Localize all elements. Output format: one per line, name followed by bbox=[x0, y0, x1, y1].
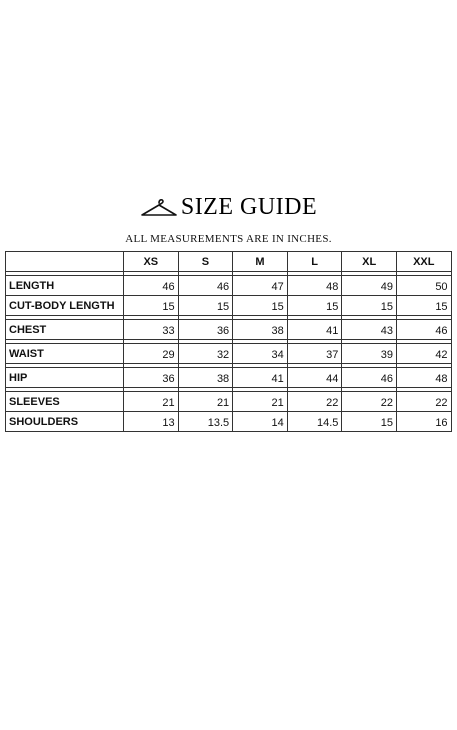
page-title: SIZE GUIDE bbox=[180, 194, 318, 220]
cell-value: 41 bbox=[233, 368, 288, 388]
cell-value: 15 bbox=[287, 296, 342, 316]
table-row bbox=[6, 296, 452, 316]
cell-value: 49 bbox=[342, 276, 397, 296]
cell-value: 22 bbox=[396, 392, 451, 412]
header-cell-xxl: XXL bbox=[396, 252, 451, 272]
table-row bbox=[6, 344, 452, 364]
cell-value: 32 bbox=[178, 344, 233, 364]
cell-value: 21 bbox=[233, 392, 288, 412]
cell-value: 22 bbox=[342, 392, 397, 412]
cell-value: 15 bbox=[124, 296, 179, 316]
row-label: SLEEVES bbox=[6, 392, 124, 412]
cell-value: 22 bbox=[287, 392, 342, 412]
row-label: WAIST bbox=[6, 344, 124, 364]
cell-value: 21 bbox=[178, 392, 233, 412]
table-row bbox=[6, 368, 452, 388]
cell-value: 33 bbox=[124, 320, 179, 340]
cell-value: 41 bbox=[287, 320, 342, 340]
cell-value: 13 bbox=[124, 412, 179, 432]
cell-value: 39 bbox=[342, 344, 397, 364]
cell-value: 15 bbox=[342, 412, 397, 432]
cell-value: 37 bbox=[287, 344, 342, 364]
header-cell-m: M bbox=[233, 252, 288, 272]
table-row bbox=[6, 392, 452, 412]
cell-value: 48 bbox=[396, 368, 451, 388]
table-row bbox=[6, 320, 452, 340]
header-cell-xl: XL bbox=[342, 252, 397, 272]
header-cell-xs: XS bbox=[124, 252, 179, 272]
cell-value: 38 bbox=[178, 368, 233, 388]
cell-value: 36 bbox=[124, 368, 179, 388]
table-row bbox=[6, 276, 452, 296]
cell-value: 36 bbox=[178, 320, 233, 340]
cell-value: 15 bbox=[233, 296, 288, 316]
header-cell bbox=[6, 252, 124, 272]
cell-value: 34 bbox=[233, 344, 288, 364]
cell-value: 42 bbox=[396, 344, 451, 364]
hanger-icon bbox=[140, 196, 178, 220]
cell-value: 47 bbox=[233, 276, 288, 296]
row-label: HIP bbox=[6, 368, 124, 388]
row-label: CHEST bbox=[6, 320, 124, 340]
header-row bbox=[6, 252, 452, 272]
row-label: LENGTH bbox=[6, 276, 124, 296]
cell-value: 15 bbox=[178, 296, 233, 316]
row-label: CUT-BODY LENGTH bbox=[6, 296, 124, 316]
cell-value: 21 bbox=[124, 392, 179, 412]
cell-value: 46 bbox=[124, 276, 179, 296]
cell-value: 15 bbox=[396, 296, 451, 316]
cell-value: 16 bbox=[396, 412, 451, 432]
cell-value: 50 bbox=[396, 276, 451, 296]
cell-value: 15 bbox=[342, 296, 397, 316]
cell-value: 46 bbox=[396, 320, 451, 340]
size-table bbox=[5, 251, 452, 432]
cell-value: 46 bbox=[178, 276, 233, 296]
header-cell-s: S bbox=[178, 252, 233, 272]
header-cell-l: L bbox=[287, 252, 342, 272]
title-row bbox=[0, 194, 457, 221]
cell-value: 44 bbox=[287, 368, 342, 388]
row-label: SHOULDERS bbox=[6, 412, 124, 432]
cell-value: 43 bbox=[342, 320, 397, 340]
cell-value: 13.5 bbox=[178, 412, 233, 432]
cell-value: 38 bbox=[233, 320, 288, 340]
cell-value: 14.5 bbox=[287, 412, 342, 432]
cell-value: 48 bbox=[287, 276, 342, 296]
subtitle: ALL MEASUREMENTS ARE IN INCHES. bbox=[125, 233, 332, 245]
cell-value: 14 bbox=[233, 412, 288, 432]
cell-value: 29 bbox=[124, 344, 179, 364]
cell-value: 46 bbox=[342, 368, 397, 388]
table-row bbox=[6, 412, 452, 432]
